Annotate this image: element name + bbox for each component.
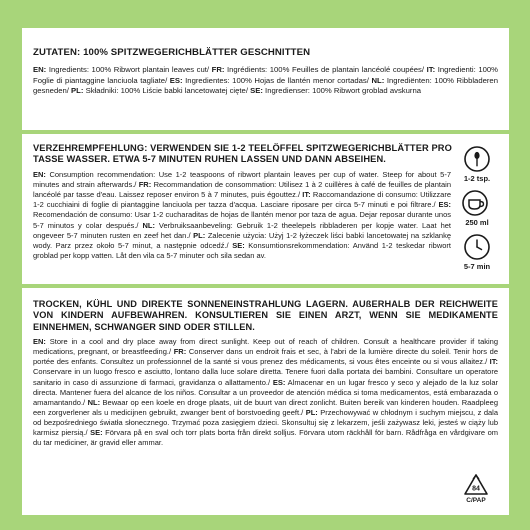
recycle-icon [463,473,489,497]
consumption-body [33,170,451,262]
label-card [22,28,509,515]
language-code: NL: [142,220,155,230]
spoon-label: 1-2 tsp. [463,174,491,183]
language-code: EN: [33,65,47,75]
ingredients-body [33,65,498,96]
language-code: FR: [211,65,225,75]
language-text: Konsumtionsrekommendation: Använd 1-2 teskedar ribwort groblad per kopp vatten. Låt den vila ca 5-7 minuter och sila sedan av. [33,241,451,261]
language-text: Ingredienser: 100% Ribwort groblad avskurna [262,86,422,96]
cup-label: 250 ml [465,218,489,227]
language-text: Store in a cool and dry place away from direct sunlight. Keep out of reach of children. Consult a healthcare provider if taking medications, pregnant, or breastfeeding./ [33,336,498,357]
storage-heading: TROCKEN, KÜHL UND DIREKTE SONNENEINSTRAHLUNG LAGERN. AUßERHALB DER REICHWEITE VON KINDERN AUFBEWAHREN. KONSULTIEREN SIE EINEN ARZT, WENN SIE MEDIKAMENTE EINNEHMEN, SCHWANGER SIND ODER STILLEN. [33,299,498,332]
language-text: Bewaar op een koele en droge plaats, uit de buurt van direct zonlicht. Buiten bereik van kinderen houden. Raadpleeg een zorgverlener als u medicijnen gebruikt, zwanger bent of borstvoeding geeft./ [33,397,499,417]
language-code: SE: [90,428,103,438]
storage-section [22,288,509,515]
language-code: NL: [87,397,101,407]
language-text: Ingredients: 100% Ribwort plantain leaves cut/ [46,65,212,75]
time-label: 5-7 min [463,262,491,271]
language-code: IT: [426,65,436,75]
language-code: PL: [71,86,84,96]
language-text: Zalecenie użycia: Użyj 1-2 łyżeczek liści babki lancetowatej na szklankę wody. Parz przez około 5-7 minut, a następnie odcedź./ [33,230,452,251]
language-text: Raccomandazione di consumo: Utilizzare 1-2 cucchiaini di foglie di piantaggine lanciuola per tazza d'acqua. Lasciare riposare per circa 5-7 minuti e poi filtrare./ [33,190,451,210]
ingredients-section [22,28,509,130]
language-code: PL: [305,407,318,417]
language-code: SE: [232,241,245,251]
language-code: SE: [250,86,263,96]
recycle-code: 84 [472,485,480,493]
language-code: FR: [138,179,152,189]
cup-icon [462,190,492,216]
language-text: Przechowywać w chłodnym i suchym miejscu, z dala od bezpośredniego światła słonecznego. Trzymać poza zasięgiem dzieci. Skonsultuj się z lekarzem, jeśli zażywasz leki, jesteś w ciąży lub karmisz piersią./ [33,407,498,438]
language-code: ES: [169,75,183,85]
language-text: Składniki: 100% Liście babki lancetowatej cięte/ [83,86,251,96]
language-text: Recommandation de consommation: Utilisez 1 à 2 cuillères à café de feuilles de plantain lancéolé par tasse d'eau. Laissez reposer environ 5 à 7 minutes, puis égouttez./ [33,179,451,199]
language-code: NL: [371,75,385,85]
language-code: EN: [33,336,46,346]
language-text: Förvara på en sval och torr plats borta från direkt solljus. Förvara utom räckhåll för barn. Rådfråga en vårdgivare om du tar mediciner, är gravid eller ammar. [33,428,499,448]
ingredients-heading: ZUTATEN: 100% SPITZWEGERICHBLÄTTER GESCHNITTEN [33,47,311,58]
language-text: Consumption recommendation: Use 1-2 teaspoons of ribwort plantain leaves per cup of water. Steep for about 5-7 minutes and strain afterwards./ [33,169,451,189]
language-code: ES: [272,377,286,387]
recycle-label: C/PAP [466,497,486,504]
language-text: Ingredientes: 100% Hojas de llantén menor cortadas/ [182,75,372,85]
language-text: Ingrediënten: 100% Ribbladeren gesneden/ [33,75,498,96]
language-code: FR: [173,347,187,357]
language-code: IT: [489,357,498,367]
dosage-icons [453,146,501,278]
language-text: Recomendación de consumo: Usar 1-2 cucharaditas de hojas de llantén menor por taza de agua. Dejar reposar durante unos 5-7 minutos y colar después./ [33,210,451,230]
spoon-icon [464,146,490,172]
language-text: Almacenar en un lugar fresco y seco y alejado de la luz solar directa. Mantener fuera del alcance de los niños. Consultar a un proveedor de atención médica si toma medicamentos, está embarazada o amamantando./ [33,377,498,407]
consumption-section [22,134,509,284]
language-code: ES: [438,200,451,210]
language-code: EN: [33,169,46,179]
language-text: Verbruiksaanbeveling: Gebruik 1-2 theelepels ribbladeren per kopje water. Laat het ongeveer 5-7 minuten rusten en zeef het dan./ [33,220,451,240]
recycle-mark [452,473,500,505]
language-text: Conserver dans un endroit frais et sec, à l'abri de la lumière directe du soleil. Tenir hors de portée des enfants. Consultez un professionnel de la santé si vous prenez des médicaments, si vous êtes enceinte ou si vous allaitez./ [33,347,498,367]
language-text: Ingredienti: 100% Foglie di piantaggine lanciuola tagliate/ [33,65,498,85]
clock-icon [464,234,490,260]
language-code: PL: [193,230,206,240]
language-text: Ingrédients: 100% Feuilles de plantain lancéolé coupées/ [224,65,427,75]
language-code: IT: [302,190,311,199]
consumption-heading: VERZEHREMPFEHLUNG: VERWENDEN SIE 1-2 TEELÖFFEL SPITZWEGERICHBLÄTTER PRO TASSE WASSER. ETWA 5-7 MINUTEN RUHEN LASSEN UND DANN ABSEIHEN. [33,143,452,165]
storage-body [33,337,498,449]
language-text: Conservare in un luogo fresco e asciutto, lontano dalla luce solare diretta. Tenere fuori dalla portata dei bambini. Consultare un operatore sanitario in caso di assunzione di farmaci, gravidanza o allattamento./ [33,367,498,387]
